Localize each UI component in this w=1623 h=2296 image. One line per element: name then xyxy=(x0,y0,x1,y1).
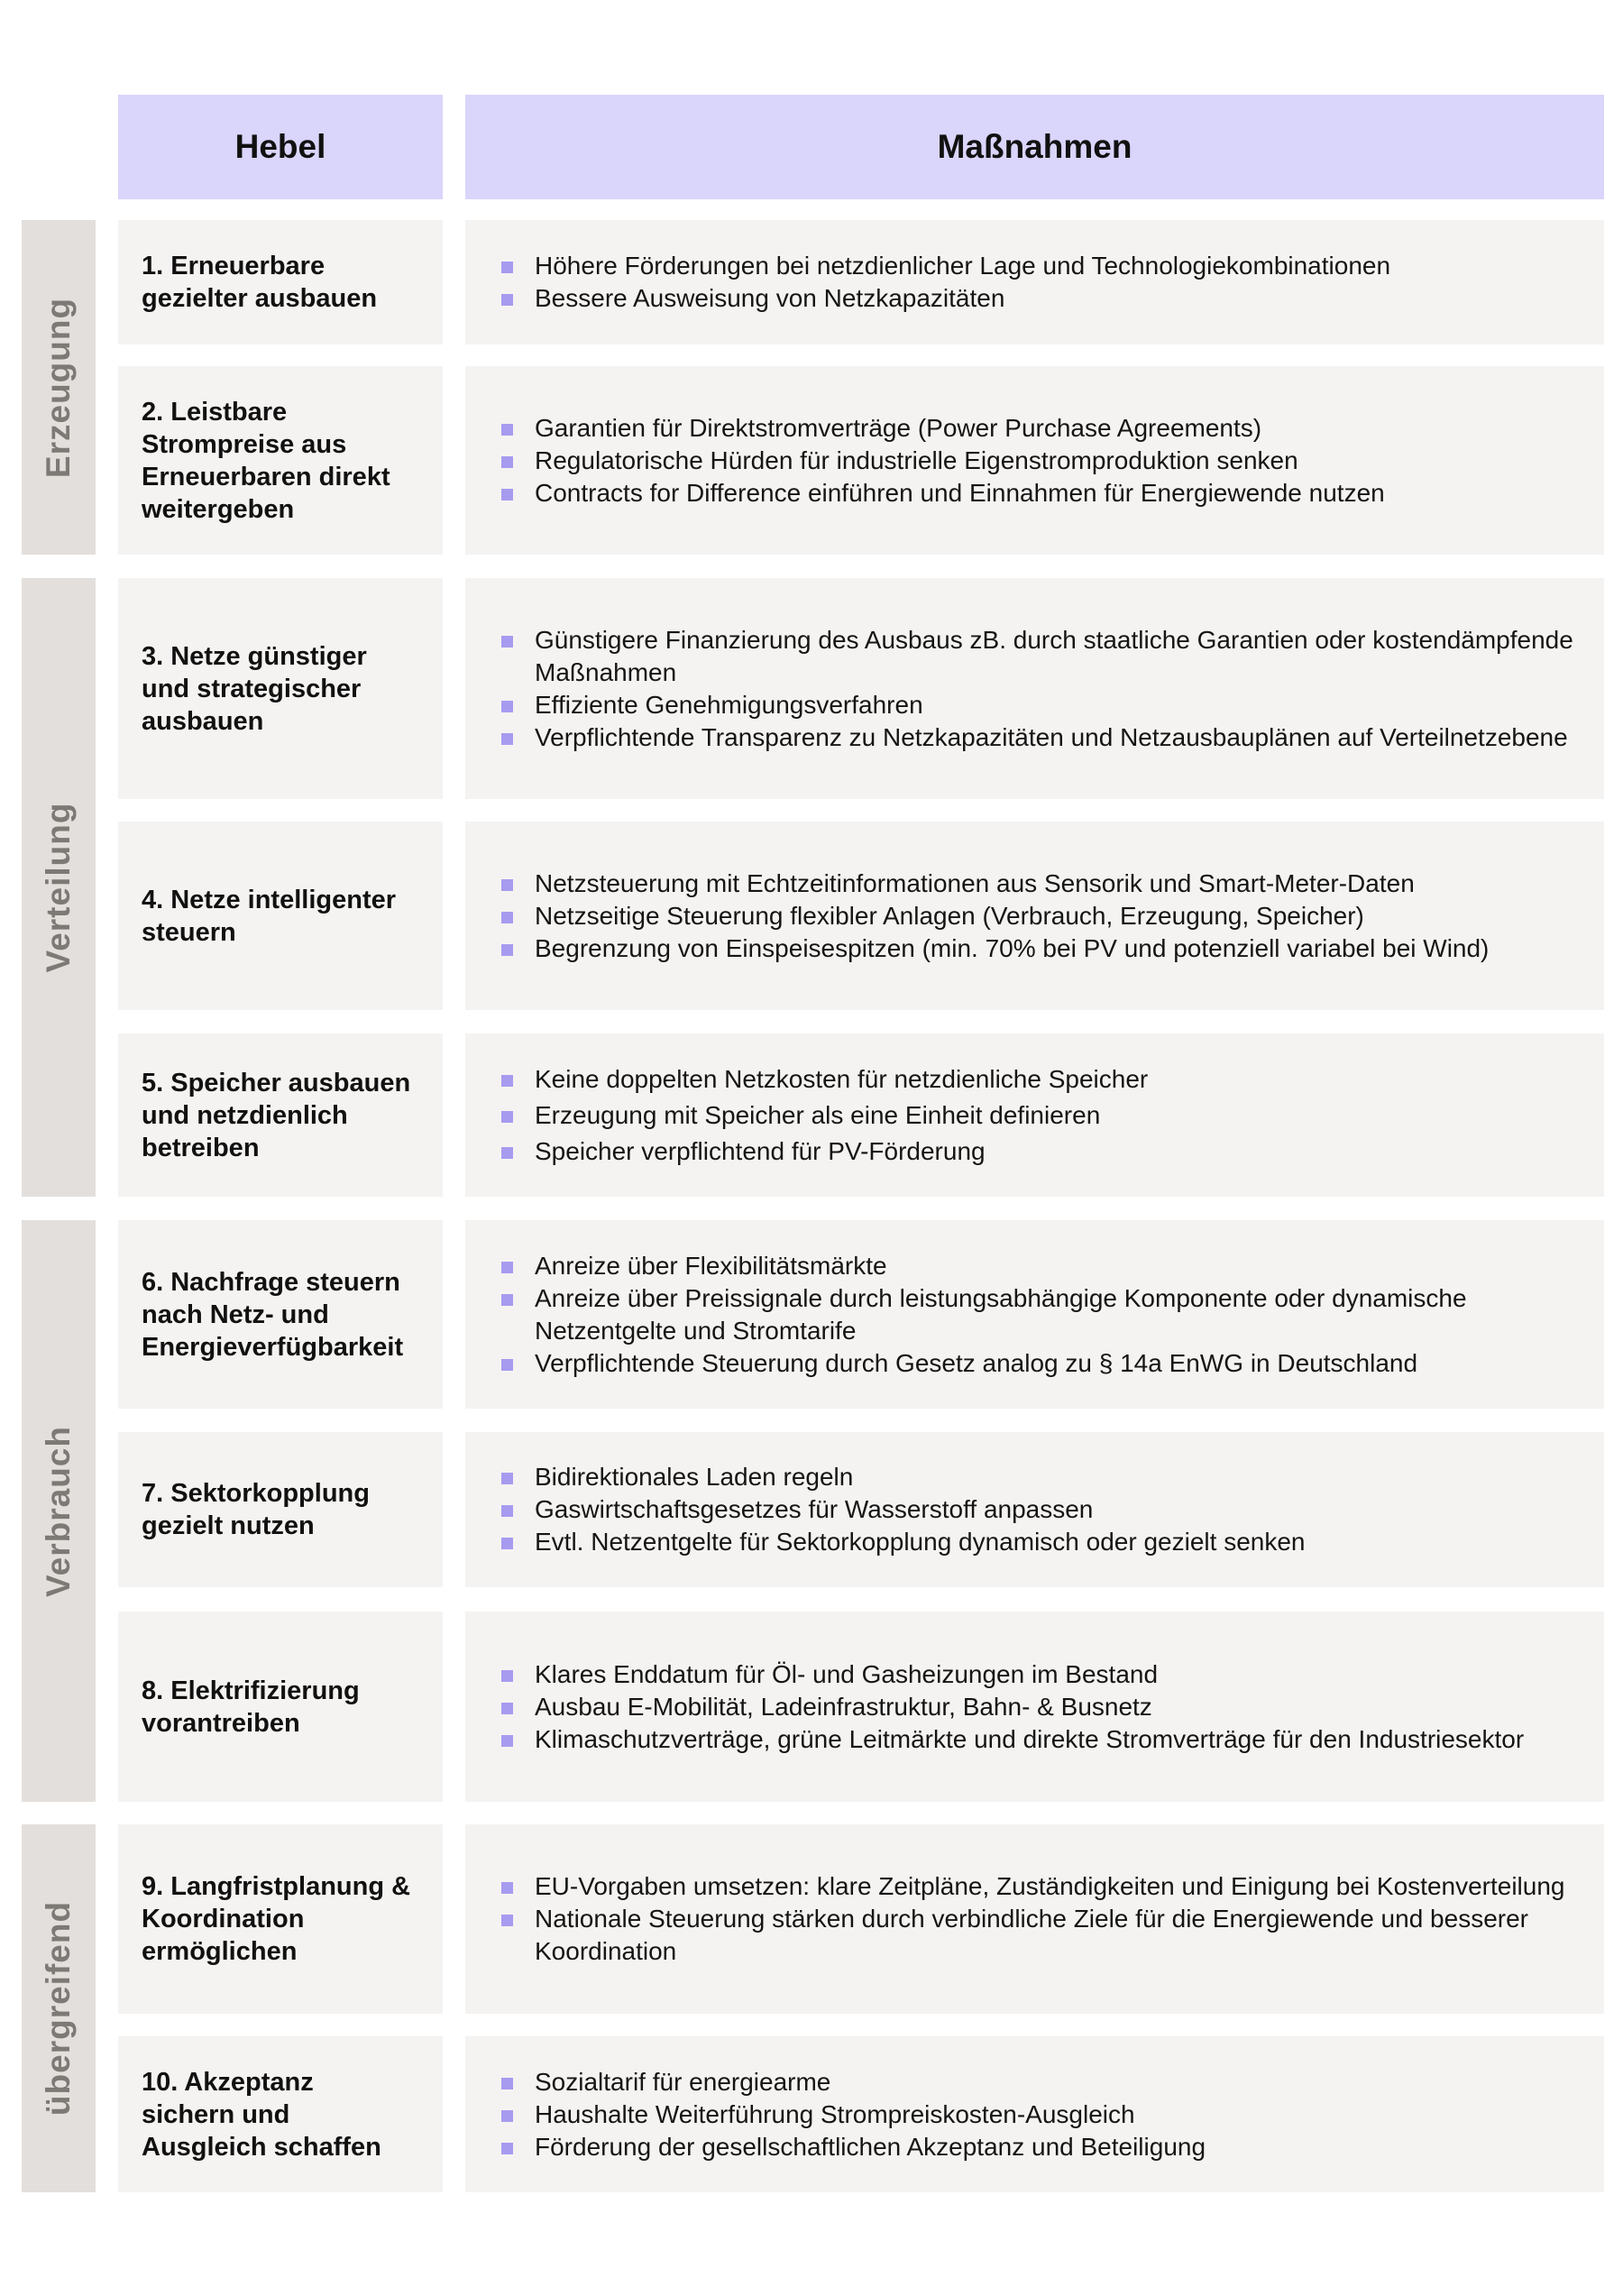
category-label: übergreifend xyxy=(40,1900,77,2117)
square-bullet-icon xyxy=(501,1735,513,1747)
lever-text: 2. Leistbare Strompreise aus Erneuerbaren direkt weitergeben xyxy=(142,397,390,524)
square-bullet-icon xyxy=(501,1294,513,1306)
measure-item xyxy=(501,1493,1305,1526)
measure-item xyxy=(501,1282,1586,1347)
measure-text: Erzeugung mit Speicher als eine Einheit definieren xyxy=(535,1100,1101,1129)
square-bullet-icon xyxy=(501,1538,513,1549)
measures-cell xyxy=(465,1220,1604,1409)
measure-item xyxy=(501,1250,1586,1282)
measure-text: Anreize über Preissignale durch leistungsabhängige Komponente oder dynamische Netzentgelte und Stromtarife xyxy=(535,1283,1467,1345)
measures-list xyxy=(501,868,1489,965)
square-bullet-icon xyxy=(501,1505,513,1517)
measures-cell xyxy=(465,1824,1604,2014)
square-bullet-icon xyxy=(501,1075,513,1087)
measure-item xyxy=(501,2099,1206,2131)
measure-item xyxy=(501,250,1390,282)
measure-item xyxy=(501,282,1390,315)
measure-item xyxy=(501,1061,1148,1097)
square-bullet-icon xyxy=(501,1882,513,1894)
measure-text: Evtl. Netzentgelte für Sektorkopplung dynamisch oder gezielt senken xyxy=(535,1528,1306,1556)
measure-text: Klares Enddatum für Öl- und Gasheizungen im Bestand xyxy=(535,1659,1159,1688)
measure-text: Gaswirtschaftsgesetzes für Wasserstoff anpassen xyxy=(535,1495,1094,1523)
square-bullet-icon xyxy=(501,1147,513,1159)
measure-text: Regulatorische Hürden für industrielle Eigenstromproduktion senken xyxy=(535,445,1298,474)
square-bullet-icon xyxy=(501,489,513,501)
measures-cell xyxy=(465,366,1604,555)
category-label: Verteilung xyxy=(40,802,77,973)
square-bullet-icon xyxy=(501,879,513,891)
measures-cell xyxy=(465,1432,1604,1587)
square-bullet-icon xyxy=(501,912,513,923)
measure-text: Garantien für Direktstromverträge (Power Purchase Agreements) xyxy=(535,413,1262,442)
square-bullet-icon xyxy=(501,1915,513,1926)
square-bullet-icon xyxy=(501,1670,513,1682)
measures-list xyxy=(501,1870,1586,1968)
square-bullet-icon xyxy=(501,2110,513,2122)
measures-list xyxy=(501,1658,1524,1756)
measure-text: Anreize über Flexibilitätsmärkte xyxy=(535,1251,887,1280)
lever-cell xyxy=(118,1432,443,1587)
square-bullet-icon xyxy=(501,424,513,436)
measure-text: Ausbau E-Mobilität, Ladeinfrastruktur, Bahn- & Busnetz xyxy=(535,1692,1152,1721)
square-bullet-icon xyxy=(501,294,513,306)
measure-item xyxy=(501,721,1586,754)
lever-text: 4. Netze intelligenter steuern xyxy=(142,885,397,947)
measure-item xyxy=(501,412,1385,445)
measure-item xyxy=(501,932,1489,965)
measure-item xyxy=(501,1461,1305,1493)
lever-cell xyxy=(118,1220,443,1409)
measures-cell xyxy=(465,220,1604,344)
measures-cell xyxy=(465,1612,1604,1802)
measures-list xyxy=(501,250,1390,315)
measure-item xyxy=(501,900,1489,932)
lever-cell xyxy=(118,1033,443,1197)
measure-text: Höhere Förderungen bei netzdienlicher Lage und Technologiekombinationen xyxy=(535,252,1391,280)
measure-item xyxy=(501,868,1489,900)
measure-text: Nationale Steuerung stärken durch verbindliche Ziele für die Energiewende und besserer Koordination xyxy=(535,1905,1528,1965)
lever-text: 8. Elektrifizierung vorantreiben xyxy=(142,1676,360,1738)
lever-cell xyxy=(118,220,443,344)
measure-item xyxy=(501,1870,1586,1903)
lever-text: 6. Nachfrage steuern nach Netz- und Energieverfügbarkeit xyxy=(142,1267,404,1362)
square-bullet-icon xyxy=(501,1473,513,1484)
measure-item xyxy=(501,1134,1148,1170)
measures-cell xyxy=(465,578,1604,799)
measure-item xyxy=(501,1526,1305,1558)
category-uebergreifend xyxy=(22,1824,96,2192)
header-massnahmen: Maßnahmen xyxy=(465,95,1604,199)
measure-text: Bessere Ausweisung von Netzkapazitäten xyxy=(535,284,1005,312)
square-bullet-icon xyxy=(501,456,513,468)
lever-cell xyxy=(118,1612,443,1802)
measure-text: Sozialtarif für energiearme xyxy=(535,2067,831,2096)
measures-list xyxy=(501,1250,1586,1380)
measure-text: Contracts for Difference einführen und Einnahmen für Energiewende nutzen xyxy=(535,478,1385,507)
measure-text: Keine doppelten Netzkosten für netzdienliche Speicher xyxy=(535,1064,1149,1093)
lever-cell xyxy=(118,1824,443,2014)
measure-item xyxy=(501,2131,1206,2163)
lever-cell xyxy=(118,822,443,1010)
square-bullet-icon xyxy=(501,1703,513,1714)
category-label: Erzeugung xyxy=(40,297,77,478)
category-erzeugung xyxy=(22,220,96,555)
square-bullet-icon xyxy=(501,262,513,273)
measures-list xyxy=(501,624,1586,754)
square-bullet-icon xyxy=(501,944,513,956)
measure-text: Verpflichtende Transparenz zu Netzkapazitäten und Netzausbauplänen auf Verteilnetzebene xyxy=(535,722,1568,751)
measure-text: Förderung der gesellschaftlichen Akzeptanz und Beteiligung xyxy=(535,2132,1206,2161)
lever-cell xyxy=(118,578,443,799)
measure-text: Speicher verpflichtend für PV-Förderung xyxy=(535,1136,986,1165)
square-bullet-icon xyxy=(501,733,513,745)
measure-item xyxy=(501,2066,1206,2099)
measure-item xyxy=(501,624,1586,689)
square-bullet-icon xyxy=(501,2078,513,2089)
square-bullet-icon xyxy=(501,1359,513,1371)
lever-text: 1. Erneuerbare gezielter ausbauen xyxy=(142,252,378,313)
measures-list xyxy=(501,412,1385,510)
measures-cell xyxy=(465,822,1604,1010)
square-bullet-icon xyxy=(501,1262,513,1273)
measure-text: Begrenzung von Einspeisespitzen (min. 70% bei PV und potenziell variabel bei Wind) xyxy=(535,933,1490,962)
measure-item xyxy=(501,1658,1524,1691)
square-bullet-icon xyxy=(501,701,513,712)
lever-text: 10. Akzeptanz sichern und Ausgleich schaffen xyxy=(142,2067,381,2162)
measure-item xyxy=(501,1723,1524,1756)
square-bullet-icon xyxy=(501,1111,513,1123)
category-verbrauch xyxy=(22,1220,96,1802)
measure-item xyxy=(501,1691,1524,1723)
measure-text: Klimaschutzverträge, grüne Leitmärkte und direkte Stromverträge für den Industriesektor xyxy=(535,1724,1525,1753)
measure-text: Netzseitige Steuerung flexibler Anlagen (Verbrauch, Erzeugung, Speicher) xyxy=(535,901,1364,930)
square-bullet-icon xyxy=(501,636,513,647)
measure-item xyxy=(501,1097,1148,1134)
measures-list xyxy=(501,1461,1305,1558)
measures-cell xyxy=(465,2036,1604,2192)
measure-text: Verpflichtende Steuerung durch Gesetz analog zu § 14a EnWG in Deutschland xyxy=(535,1348,1418,1377)
measure-item xyxy=(501,477,1385,510)
lever-text: 3. Netze günstiger und strategischer ausbauen xyxy=(142,641,367,736)
measures-list xyxy=(501,1061,1148,1170)
measure-text: Haushalte Weiterführung Strompreiskosten-Ausgleich xyxy=(535,2099,1135,2128)
lever-cell xyxy=(118,2036,443,2192)
category-label: Verbrauch xyxy=(40,1425,77,1597)
measures-list xyxy=(501,2066,1206,2163)
measure-item xyxy=(501,1903,1586,1968)
measure-item xyxy=(501,1347,1586,1380)
measure-text: Günstigere Finanzierung des Ausbaus zB. durch staatliche Garantien oder kostendämpfende Maßnahmen xyxy=(535,625,1573,686)
category-verteilung xyxy=(22,578,96,1197)
lever-text: 9. Langfristplanung & Koordination ermöglichen xyxy=(142,1872,411,1966)
measure-text: Netzsteuerung mit Echtzeitinformationen aus Sensorik und Smart-Meter-Daten xyxy=(535,868,1415,897)
header-hebel: Hebel xyxy=(118,95,443,199)
measure-text: EU-Vorgaben umsetzen: klare Zeitpläne, Zuständigkeiten und Einigung bei Kostenverteilung xyxy=(535,1872,1565,1900)
lever-cell xyxy=(118,366,443,555)
lever-text: 7. Sektorkopplung gezielt nutzen xyxy=(142,1479,370,1540)
measure-text: Bidirektionales Laden regeln xyxy=(535,1463,854,1491)
measure-item xyxy=(501,445,1385,477)
square-bullet-icon xyxy=(501,2143,513,2154)
measures-cell xyxy=(465,1033,1604,1197)
lever-text: 5. Speicher ausbauen und netzdienlich betreiben xyxy=(142,1068,411,1162)
measure-text: Effiziente Genehmigungsverfahren xyxy=(535,690,923,719)
measure-item xyxy=(501,689,1586,721)
